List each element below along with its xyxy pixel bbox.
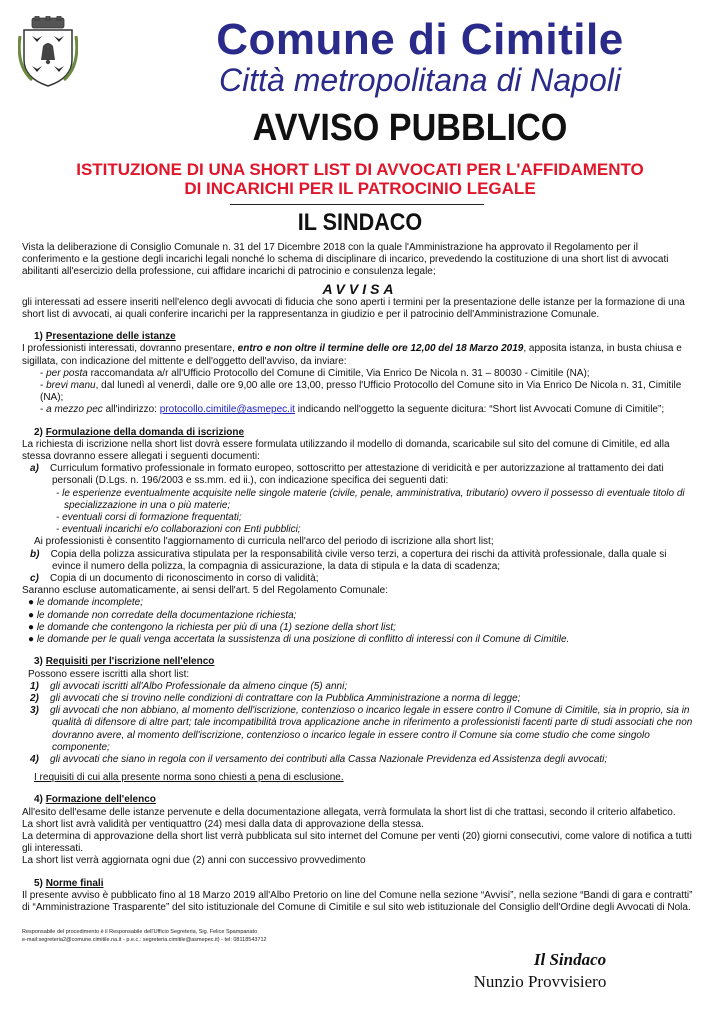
requirement-item: 1) gli avvocati iscritti all'Albo Professionale da almeno cinque (5) anni; [30, 680, 348, 692]
section-number: 3) [34, 656, 43, 668]
signature-name: Nunzio Provvisiero [473, 972, 607, 991]
list-label: c) [30, 573, 39, 585]
delivery-method-pec: - a mezzo pec all'indirizzo: protocollo.cimitile@asmepec.it indicando nell'oggetto la seguente dicitura: “Short list Avvocati Comune di Cimitile”; [40, 404, 665, 416]
section-4-paragraph: La short list avrà validità per ventiquattro (24) mesi dalla data di approvazione della stessa. [22, 818, 424, 830]
exclusion-item: ● le domande non corredate della documentazione richiesta; [28, 609, 297, 621]
section-1-paragraph [22, 343, 698, 367]
text-span: Curriculum formativo professionale in formato europeo, sottoscritto per attestazione di veridicità e per autorizzazione al trattamento dei dati personali (D.Lgs. n. 196/2003 e ss.mm. ed ii.), con indicazione specifica dei seguenti dati: [50, 463, 664, 487]
exclusion-item: ● le domande per le quali venga accertata la sussistenza di una posizione di conflitto di interessi con il Comune di Cimitile. [28, 634, 570, 646]
text-span: per posta [46, 367, 88, 379]
pec-email-link[interactable]: protocollo.cimitile@asmepec.it [159, 404, 295, 416]
text-span: gli avvocati che siano in regola con il versamento dei contributi alla Cassa Nazionale Previdenza ed Assistenza degli avvocati; [50, 753, 608, 765]
text-span: I professionisti interessati, dovranno presentare, [22, 343, 238, 355]
notice-subject-line-1: ISTITUZIONE DI UNA SHORT LIST DI AVVOCATI PER L'AFFIDAMENTO [76, 160, 644, 179]
municipality-title: Comune di Cimitile [216, 15, 624, 64]
text-span: eventuali incarichi e/o collaborazioni con Enti pubblici; [62, 524, 301, 536]
section-title: Presentazione delle istanze [45, 331, 176, 343]
list-subitem: - eventuali corsi di formazione frequentati; [56, 512, 242, 524]
text-span: brevi manu [46, 380, 96, 392]
section-title: Formulazione della domanda di iscrizione [45, 426, 245, 438]
footer-responsible: Responsabile del procedimento è il Responsabile dell'Ufficio Segreteria, Sig. Felice Spampanato [22, 929, 258, 935]
section-4-paragraph: La determina di approvazione della short list verrà pubblicata sul sito internet del Comune per venti (20) giorni consecutivi, come valore di notifica a tutti gli interessati. [22, 830, 692, 855]
notice-subject-line-2: DI INCARICHI PER IL PATROCINIO LEGALE [184, 179, 536, 198]
requirement-item: 2) gli avvocati che si trovino nelle condizioni di contrattare con la Pubblica Amministrazione a norma di legge; [30, 692, 521, 704]
section-number: 5) [34, 877, 43, 889]
text-span: raccomandata a/r all'Ufficio Protocollo del Comune di Cimitile, Via Enrico De Nicola n. 31 – 80030 - Cimitile (NA); [87, 367, 590, 379]
section-1-heading [22, 331, 698, 343]
section-2-heading [22, 427, 698, 439]
section-title: Requisiti per l'iscrizione nell'elenco [45, 656, 215, 668]
curricula-note: Ai professionisti è consentito l'aggiornamento di curricula nell'arco del periodo di iscrizione alla short list; [34, 536, 494, 548]
exclusion-item: ● le domande incomplete; [28, 597, 144, 609]
text-span: le esperienze eventualmente acquisite nelle singole materie (civile, penale, amministrativa, tributario) ovvero il possesso di eventuale titolo di specializzazione in una o più materie; [62, 487, 685, 511]
section-4-heading [22, 794, 698, 806]
delivery-method-post: - per posta raccomandata a/r all'Ufficio Protocollo del Comune di Cimitile, Via Enrico De Nicola n. 31 – 80030 - Cimitile (NA); [40, 367, 590, 379]
section-4-paragraph: All'esito dell'esame delle istanze pervenute e della documentazione allegata, verrà formulata la short list di che trattasi, secondo il criterio alfabetico. [22, 806, 676, 818]
section-5-heading [22, 878, 698, 890]
text-span: gli avvocati che non abbiano, al momento dell'iscrizione, contenzioso o incarico legale in essere contro il Comune di Cimitile, sia in proprio, sia in qualità di difensore di altre part; tale incompatibilità trova applicazione anche in riferimento a professionisti facenti parte di studi associati che non dovranno avere, al momento dell'iscrizione, contenzioso o incarico legale in essere contro il Comune sia come studio che come singolo componente; [50, 705, 693, 753]
list-item-a [22, 463, 698, 487]
requirements-note: I requisiti di cui alla presente norma sono chiesti a pena di esclusione. [34, 772, 344, 784]
section-3-heading [22, 656, 698, 668]
document-body [22, 242, 698, 914]
footer-email: e-mail:segreteria2@comune.cimitile.na.it - p.e.c.: segreteria.cimitile@asmepec.it) - tel: 08118543712 [22, 937, 267, 943]
coat-of-arms-logo [18, 16, 78, 88]
text-span: le domande incomplete; [36, 597, 144, 609]
notice-subject [14, 160, 706, 198]
municipality-subtitle: Città metropolitana di Napoli [219, 62, 621, 98]
list-item-b [22, 549, 698, 573]
text-span: Copia di un documento di riconoscimento in corso di validità; [50, 573, 319, 585]
notice-heading: AVVISO PUBBLICO [252, 107, 568, 149]
text-span: , dal lunedì al venerdì, dalle ore 9,00 alle ore 13,00, presso l'Ufficio Protocollo del Comune sito in Via Enrico De Nicola n. 31, Cimitile (NA); [40, 380, 682, 404]
text-span: , apposita istanza, in busta chiusa e sigillata, con indicazione del mittente e dell'oggetto dell'avviso, da inviare: [22, 343, 682, 367]
intro-paragraph: Vista la deliberazione di Consiglio Comunale n. 31 del 17 Dicembre 2018 con la quale l'Amministrazione ha approvato il Regolamento per il conferimento e la gestione degli incarichi legali nonché lo schema di disciplinare di incarico, prevedendo la costituzione di una short list di avvocati abilitanti all'esercizio della professione, cui affidare incarichi di patrocinio e consulenza legale; [22, 242, 669, 278]
section-2-paragraph: La richiesta di iscrizione nella short list dovrà essere formulata utilizzando il modello di domanda, scaricabile sul sito del comune di Cimitile, ed alla stessa dovranno essere allegati i seguenti documenti: [22, 438, 670, 463]
list-subitem: - eventuali incarichi e/o collaborazioni con Enti pubblici; [56, 524, 301, 536]
text-span: gli avvocati iscritti all'Albo Professionale da almeno cinque (5) anni; [50, 680, 348, 692]
divider [230, 204, 484, 205]
text-span: gli avvocati che si trovino nelle condizioni di contrattare con la Pubblica Amministrazione a norma di legge; [50, 692, 521, 704]
section-3-paragraph: Possono essere iscritti alla short list: [28, 668, 190, 680]
text-span: a mezzo pec [46, 404, 103, 416]
text-span: eventuali corsi di formazione frequentati; [62, 512, 242, 524]
list-subitem: - le esperienze eventualmente acquisite nelle singole materie (civile, penale, amministrativa, tributario) ovvero il possesso di eventuale titolo di specializzazione in una o più materie; [56, 487, 685, 511]
section-5-paragraph: Il presente avviso è pubblicato fino al 18 Marzo 2019 all'Albo Pretorio on line del Comune nella sezione “Avvisi”, nella sezione “Bandi di gara e contratti” di “Amministrazione Trasparente” del sito istituzionale del Comune di Cimitile e sul sito web istituzionale del Consiglio dell'Ordine degli Avvocati di Nola. [22, 889, 693, 913]
requirement-item: 4) gli avvocati che siano in regola con il versamento dei contributi alla Cassa Nazionale Previdenza ed Assistenza degli avvocati; [30, 753, 608, 765]
avvisa-paragraph: gli interessati ad essere inseriti nell'elenco degli avvocati di fiducia che sono aperti i termini per la presentazione delle istanze per la formazione di una short list di avvocati, ai quali conferire incarichi per la rappresentanza in giudizio e per il patrocinio dell'Amministrazione Comunale. [22, 296, 685, 321]
avvisa-heading: AVVISA [322, 280, 398, 297]
section-number: 4) [34, 794, 43, 806]
signature-role: Il Sindaco [533, 950, 607, 969]
text-span: le domande per le quali venga accertata la sussistenza di una posizione di conflitto di interessi con il Comune di Cimitile. [36, 634, 570, 646]
section-number: 2) [34, 426, 43, 438]
deadline-text: entro e non oltre il termine delle ore 12,00 del 18 Marzo 2019 [237, 343, 524, 355]
exclusion-item: ● le domande che contengono la richiesta per più di una (1) sezione della short list; [28, 621, 396, 633]
exclusion-intro: Saranno escluse automaticamente, ai sensi dell'art. 5 del Regolamento Comunale: [22, 585, 389, 597]
text-span: le domande che contengono la richiesta per più di una (1) sezione della short list; [36, 621, 396, 633]
section-4-paragraph: La short list verrà aggiornata ogni due (2) anni con successivo provvedimento [22, 855, 366, 867]
list-item-c [22, 573, 698, 585]
section-title: Norme finali [45, 877, 104, 889]
section-number: 1) [34, 331, 43, 343]
requirement-item: 3) gli avvocati che non abbiano, al momento dell'iscrizione, contenzioso o incarico legale in essere contro il Comune di Cimitile, sia in proprio, sia in qualità di difensore di altre part; tale incompatibilità trova applicazione anche in riferimento a professionisti facenti parte di studi associati che non dovranno avere, al momento dell'iscrizione, contenzioso o incarico legale in essere contro il Comune sia come studio che come singolo componente; [30, 705, 693, 753]
list-label: b) [30, 548, 40, 560]
list-label: a) [30, 463, 39, 475]
text-span: Copia della polizza assicurativa stipulata per la responsabilità civile verso terzi, a copertura dei rischi da attività professionale, dalla quale si evince il numero della polizza, la compagnia di assicurazione, la data di stipula e la data di scadenza; [50, 548, 667, 572]
sindaco-heading: IL SINDACO [297, 209, 423, 236]
section-title: Formazione dell'elenco [45, 794, 156, 806]
text-span: le domande non corredate della documentazione richiesta; [36, 609, 297, 621]
delivery-method-hand: - brevi manu, dal lunedì al venerdì, dalle ore 9,00 alle ore 13,00, presso l'Ufficio Protocollo del Comune sito in Via Enrico De Nicola n. 31, Cimitile (NA); [40, 380, 682, 404]
footer-contacts [22, 928, 442, 944]
text-span: all'indirizzo: [102, 404, 160, 416]
text-span: indicando nell'oggetto la seguente dicitura: “Short list Avvocati Comune di Cimitile”; [294, 404, 665, 416]
